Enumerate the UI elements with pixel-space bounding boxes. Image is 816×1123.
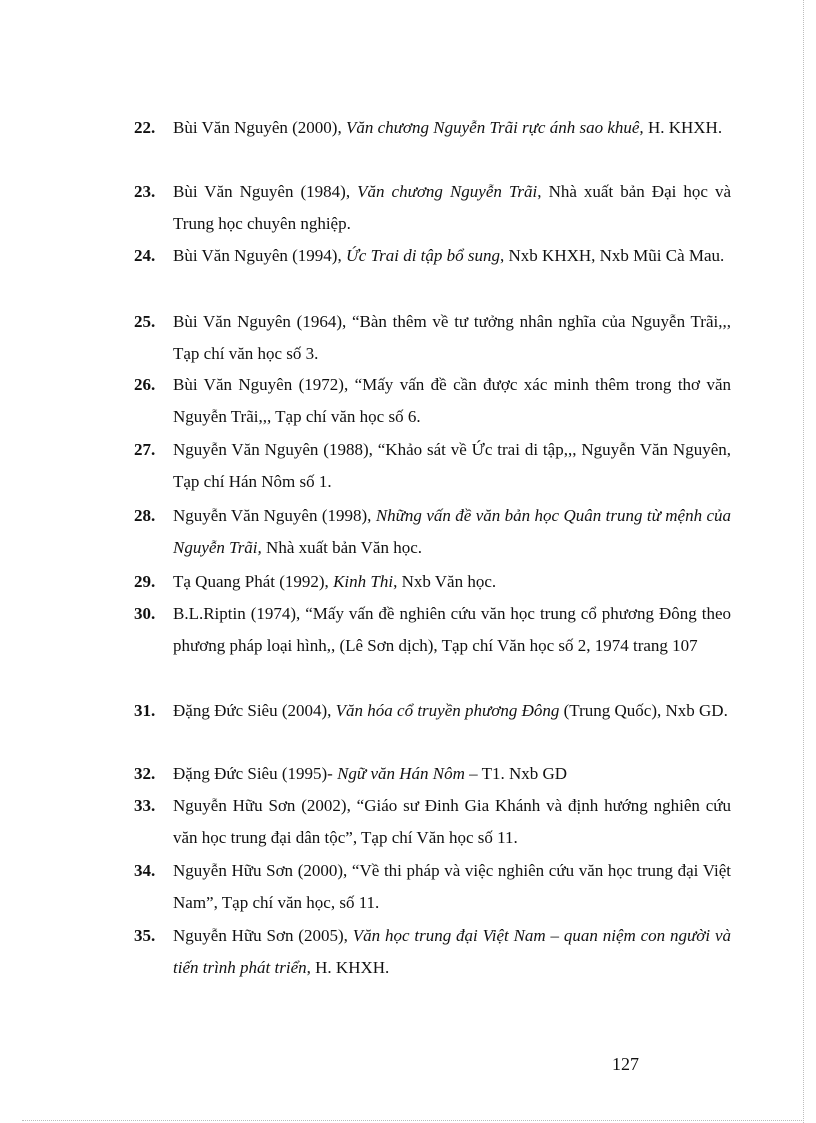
reference-text [173, 790, 731, 855]
reference-item [134, 306, 731, 371]
reference-text [173, 695, 731, 727]
reference-segment: Bùi Văn Nguyên (1984), [173, 182, 358, 201]
reference-text [173, 176, 731, 241]
reference-number: 28. [134, 506, 156, 525]
reference-segment: Đặng Đức Siêu (2004), [173, 701, 336, 720]
reference-item [134, 434, 731, 499]
reference-item [134, 112, 731, 144]
reference-segment: B.L.Riptin (1974), “Mấy vấn đề nghiên cứu văn học trung cổ phương Đông theo phương pháp loại hình,, (Lê Sơn dịch), Tạp chí Văn học số 2, 1974 trang 107 [173, 604, 731, 656]
reference-text [173, 855, 731, 920]
reference-number: 32. [134, 764, 156, 783]
reference-segment: Nguyễn Hữu Sơn (2005), [173, 926, 353, 945]
reference-segment: , Nxb KHXH, Nxb Mũi Cà Mau. [500, 246, 725, 265]
reference-title: Văn chương Nguyễn Trãi rực ánh sao khuê, [345, 118, 644, 137]
reference-item [134, 855, 731, 920]
reference-segment: Bùi Văn Nguyên (1994), [173, 246, 346, 265]
reference-item [134, 566, 731, 598]
reference-number: 30. [134, 604, 156, 623]
reference-segment: Tạ Quang Phát (1992), [173, 572, 334, 591]
reference-title: Văn chương Nguyễn Trãi [357, 182, 538, 201]
reference-text [173, 758, 731, 790]
reference-item [134, 695, 731, 727]
reference-title: Ức Trai di tập bổ sung [345, 246, 501, 265]
reference-item [134, 920, 731, 985]
reference-text [173, 500, 731, 565]
reference-segment: (Trung Quốc), Nxb GD. [559, 701, 728, 720]
reference-title: Ngữ văn Hán Nôm [337, 764, 465, 783]
reference-item [134, 598, 731, 663]
reference-title: Những vấn đề văn bản học Quân trung từ mệnh của Nguyễn Trãi, [173, 506, 732, 558]
reference-item [134, 240, 731, 272]
reference-segment: , Nhà xuất bản Đại học và Trung học chuyên nghiệp. [173, 182, 731, 234]
reference-number: 33. [134, 796, 156, 815]
reference-segment: Bùi Văn Nguyên (1964), “Bàn thêm về tư tưởng nhân nghĩa của Nguyễn Trãi,,, Tạp chí văn học số 3. [173, 312, 731, 364]
page-border-bottom [22, 1120, 804, 1121]
reference-segment: – T1. Nxb GD [464, 764, 568, 783]
page-number: 127 [612, 1054, 639, 1074]
reference-text [173, 112, 731, 144]
reference-item [134, 790, 731, 855]
reference-text [173, 920, 731, 985]
reference-segment: , H. KHXH. [306, 958, 390, 978]
reference-segment: Bùi Văn Nguyên (2000), [173, 118, 346, 137]
reference-number: 26. [134, 375, 156, 394]
reference-text [173, 240, 731, 272]
reference-text [173, 306, 731, 371]
reference-number: 24. [134, 246, 156, 265]
reference-title: Văn hóa cổ truyền phương Đông [335, 701, 560, 720]
reference-segment: Nguyễn Hữu Sơn (2002), “Giáo sư Đinh Gia Khánh và định hướng nghiên cứu văn học trung đại dân tộc”, Tạp chí Văn học số 11. [173, 796, 731, 848]
reference-segment: Nguyễn Văn Nguyên (1988), “Khảo sát về Ức trai di tập,,, Nguyễn Văn Nguyên, Tạp chí Hán Nôm số 1. [173, 440, 731, 492]
reference-segment: H. KHXH. [643, 118, 723, 137]
reference-segment: Bùi Văn Nguyên (1972), “Mấy vấn đề cần được xác minh thêm trong thơ văn Nguyễn Trãi,,, Tạp chí văn học số 6. [173, 375, 731, 427]
reference-text [173, 369, 731, 434]
reference-item [134, 176, 731, 241]
reference-segment: Nhà xuất bản Văn học. [261, 538, 422, 558]
reference-number: 31. [134, 701, 156, 720]
reference-text [173, 566, 731, 598]
reference-segment: Nguyễn Hữu Sơn (2000), “Về thi pháp và việc nghiên cứu văn học trung đại Việt Nam”, Tạp chí văn học, số 11. [173, 861, 731, 913]
reference-number: 29. [134, 572, 156, 591]
reference-title: Kinh Thi [333, 572, 394, 591]
reference-segment: Nguyễn Văn Nguyên (1998), [173, 506, 376, 525]
reference-text [173, 434, 731, 499]
reference-number: 25. [134, 312, 156, 331]
reference-item [134, 758, 731, 790]
reference-title: Văn học trung đại Việt Nam – quan niệm con người và tiến trình phát triển [173, 926, 731, 978]
reference-item [134, 369, 731, 434]
reference-number: 35. [134, 926, 156, 945]
reference-number: 23. [134, 182, 156, 201]
reference-number: 22. [134, 118, 156, 137]
reference-number: 27. [134, 440, 156, 459]
reference-segment: , Nxb Văn học. [393, 572, 497, 591]
reference-segment: Đặng Đức Siêu (1995)- [173, 764, 338, 783]
reference-text [173, 598, 731, 663]
reference-number: 34. [134, 861, 156, 880]
reference-item [134, 500, 731, 565]
